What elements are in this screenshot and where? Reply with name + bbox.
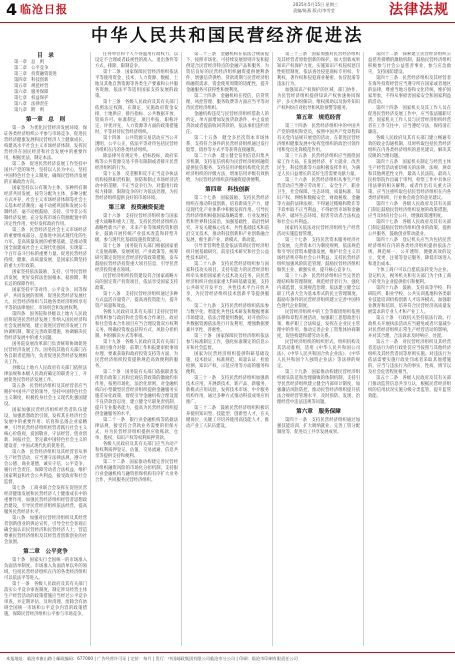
article-column-4 (277, 52, 360, 646)
column-divider (181, 52, 182, 646)
article-paragraph: 第七条 工商业联合会发挥在促进民营经济健康发展和民营经济人士健康成长中的重要作用，加强民营经济组织经营者思想政治建设，引导民营经济组织依法经营，提高服务民营经济水平。 (4, 486, 87, 515)
article-paragraph: 第十四条 公共资源交易活动应当公开透明、公平公正，依法平等对待包括民营经济组织在内的各类经济组织。 (95, 136, 178, 153)
article-paragraph: 第二十七条 国家鼓励、支持民营经济组织在推动科技创新、培育新质生产力、建设现代化产业体系中积极发挥作用。引导民营经济组织根据国家战略需要、行业发展趋势和世界科技前沿，加强基础性、前沿性研究，开发关键核心技术、共性基础技术和前沿交叉技术，推动科技创新和产业创新融合发展，催生新产业、新模式、新动能。 (186, 196, 269, 243)
article-paragraph: 第三十五条 民营经济组织应当围绕国家工作大局，在发展经济、扩大就业、改善民生、科技创新等方面积极发挥作用，为满足人民日益增长的美好生活需要贡献力量。 (277, 154, 360, 177)
article-paragraph: 国家机关依法对民营经济组织生产经营活动实施监督管理。 (277, 226, 360, 237)
toc-item: 第六章 服务保障 (14, 90, 49, 95)
article-paragraph: 第六条 民营经济组织及其经营者从事生产经营活动，应当遵守法律法规，遵守社会公德、商业道德，诚实守信、公平竞争，履行社会责任，保障劳动者合法权益，维护国家利益和社会公共利益，接受政府和社会监督。 (4, 450, 87, 485)
column-divider (90, 52, 91, 646)
article-paragraph: 第二十四条 金融机构在授信、信贷管理、风控管理、服务收费等方面应当平等对待民营经济组织。 (186, 94, 269, 111)
article-column-1 (4, 52, 87, 646)
article-paragraph: 第十六条 支持民营经济组织参与国家重大战略和重大工程。支持民营经济组织在战略性新兴产业、未来产业等领域投资和创业，鼓励开展传统产业技术改造和转型升级，参与现代化基础设施投资建设。 (95, 214, 178, 243)
toc-item: 第八章 法律责任 (14, 102, 49, 107)
article-paragraph: 加强知识产权保护的区域、部门协作，为民营经济组织提供知识产权快速协同保护、多元纠纷解决、维权援助以及海外知识产权纠纷应对指导和风险预警等服务。 (277, 88, 360, 111)
article-paragraph: 第二十条 国务院有关部门依据职责发挥货币政策工具和宏观信贷政策的激励约束作用，按照市场化、法治化原则，对金融机构向小型微型民营经济组织提供金融服务实施差异化政策，督促引导金融机构合理设置不良贷款容忍度、建立健全尽职免责机制、提升专业服务能力，提高为民营经济组织提供金融服务的水平。 (95, 370, 178, 417)
article-paragraph: 任何单位和个人不得滥用行政权力，以设定不合理或者歧视性的准入、退出条件等方式，排除、限制竞争。 (95, 52, 178, 69)
article-paragraph: 第三十六条 民营经济组织从事生产经营活动应当遵守劳动用工、安全生产、职业卫生、社会保障、生态环境、质量标准、知识产权、网络和数据安全、财政税收、金融等方面的法律法规；不得通过贿赂和欺诈等手段牟取不正当利益，不得妨害市场和金融秩序、破坏生态环境、损害劳动者合法权益和社会公共利益。 (277, 178, 360, 225)
toc-item: 第一章 总 则 (14, 60, 45, 65)
page-footer (0, 652, 455, 666)
toc-item: 第五章 规范经营 (14, 84, 49, 89)
article-paragraph: 第四十一条 支持民营经济组织通过加强技能培训、扩大吸纳就业、完善工资分配制度等，促进员工共享发展成果。 (277, 418, 360, 435)
issue-date: 2025年5月15日 星期三 (293, 2, 339, 7)
newspaper-name: 临沧日报 (20, 3, 68, 16)
toc-item: 第七章 权益保护 (14, 96, 49, 101)
article-paragraph: 第二十八条 支持民营经济组织参与国家科技攻关项目，支持有能力的民营经济组织牵头承担国家重大技术攻关任务，向民营经济组织开放国家重大科研基础设施，支持公共研究开发平台、共性技术平台开放共享，为民营经济组织技术创新平等提供服务。 (186, 262, 269, 303)
article-paragraph: 县级以上地方人民政府有关部门依照法律法规和本级人民政府确定的职责分工，开展促进民营经济发展工作。 (4, 366, 87, 383)
column-divider (363, 52, 364, 646)
article-paragraph: 第三十一条 支持民营经济组织加强新技术应用，开展新技术、新产品、新服务、新模式应用试验，发挥技术市场、中介服务机构作用，通过多种方式推动科技成果应用推广。 (186, 376, 269, 405)
article-paragraph: 国家坚持以公有制为主体、多种所有制经济共同发展，按劳分配为主体、多种分配方式并存，社会主义市场经济体制等社会主义基本经济制度；毫不动摇巩固和发展公有制经济，毫不动摇鼓励、支持、引导非公有制经济发展；充分发挥市场在资源配置中的决定性作用，更好发挥政府作用。 (4, 186, 87, 227)
article-paragraph: 民营经济组织中的工会等群团组织依照法律和章程开展活动，加强职工思想政治引领，维护职工合法权益，发挥在企业民主管理中的作用，推动完善企业工资集体协商制度，促进构建和谐劳动关系。 (277, 310, 360, 339)
chapter-heading: 第三章 投资融资促进 (108, 205, 165, 211)
article-paragraph: 国家为民营经济组织提供科研基础设施、技术验证、标准规范、质量认证、检验检测、知识产权、示范应用等方面的服务和便利。 (186, 352, 269, 375)
article-paragraph: 国家坚持平等对待、公平竞争、同等保护、共同发展的原则，促进民营经济发展壮大。民营经济组织与其他各类经济组织享有平等的法律地位、市场机会和发展权利。 (4, 288, 87, 311)
article-paragraph: 第十八条 支持民营经济组织通过多种方式盘活存量资产，提高再投资能力，提升资产质量和效益。 (95, 292, 178, 309)
toc-item: 第二章 公平竞争 (14, 66, 49, 71)
article-paragraph: 国家加强民营经济组织经营者队伍建设，加强思想政治引领，发挥其在经济社会发展中的重要作用；培育和弘扬企业家精神，引导民营经济组织经营者践行社会主义核心价值观，爱国敬业、守法经营、创业创新、回报社会，坚定做中国特色社会主义的建设者、中国式现代化的促进者。 (4, 408, 87, 449)
article-paragraph: 第二十五条 健全多层次资本市场体系，支持符合条件的民营经济组织通过发行股票、债券等方式平等获得直接融资。 (186, 136, 269, 153)
article-paragraph: 国家坚持依法鼓励、支持、引导民营经济发展，更好发挥法治固根本、稳预期、利长远的保障作用。 (4, 270, 87, 287)
article-paragraph: 第十三条 各级人民政府及其有关部门依照法定权限，在制定、实施政府资金安排、土地供应、排污指标、公共数据开放、资质许可、标准制定、项目申报、职称评定、评优评先、人力资源等方面的政策措施时，平等对待民营经济组织。 (95, 100, 178, 135)
page-header (0, 0, 455, 23)
article-paragraph: 第四十九条 鼓励、支持高等学校、科研院所、职业学校、公共实训基地和各类职业技能培训机构创新人才培养模式，加强职业教育和培训，培养符合民营经济高质量发展需求的专业人才和产业工人。 (368, 286, 451, 315)
article-paragraph: 引导非营利性基金依法资助民营经济组织开展基础研究、前沿技术研究和社会公益性技术研究。 (186, 244, 269, 261)
article-paragraph: 第三十二条 鼓励民营经济组织积极培养使用知识型、技能型、创新型人才，在关键岗位、关键工序培养使用高技能人才，推动产业工人队伍建设。 (186, 406, 269, 429)
article-paragraph: 第四十八条 登记机关应当为包括民营经济组织在内的各类经济组织提供依法合规、规范统一、公开透明、便捷高效的设立、变更、注销等登记服务，降低市场进入和退出成本。 (368, 238, 451, 267)
header-meta (293, 2, 379, 13)
article-paragraph: 各级人民政府及其有关部门支持民营经济组织参与政府和社会资本合作项目。政府和社会资本合作项目应当合理设置双方权利义务，明确投资收益获得方式、风险分担机制、纠纷解决方式等事项。 (95, 310, 178, 339)
article-paragraph: 第四十六条 各级人民政府及其有关部门制定鼓励民营经济组织发展的政策措施，应当及时向社会公开，增强政策透明度。 (368, 202, 451, 219)
article-column-2 (95, 52, 178, 646)
article-paragraph: 第二十二条 国家推动构建完善民营经济组织融资风险的市场化分担机制，支持银行业金融机构与融资担保机构有序扩大业务合作，共同服务民营经济组织。 (95, 460, 178, 483)
page-title: 中华人民共和国民营经济促进法 (91, 26, 364, 46)
article-column-5 (368, 52, 451, 646)
article-paragraph: 第五十二条 各级人民政府及其有关部门推动监管信息共享互认，根据民营经济组织的信用状况实施分级分类监管，提升监管效能。 (368, 376, 451, 399)
chapter-heading: 第四章 科技创新 (205, 187, 250, 193)
page-number: 4 (6, 0, 18, 19)
article-paragraph: 民营经济组织的组织形式、组织机构及其活动准则，适用《中华人民共和国公司法》、《中华人民共和国合伙企业法》、《中华人民共和国个人独资企业法》等法律的规定。 (277, 340, 360, 369)
article-paragraph: 金融机构违反与民营经济组织借款人的约定，单方面增加发放贷款条件、中止发放贷款或者提前收回贷款的，依法承担违约责任。 (186, 112, 269, 135)
chapter-heading: 第六章 服务保障 (296, 409, 341, 415)
article-column-3 (186, 52, 269, 646)
article-paragraph: 第一条 为优化民营经济发展环境，保证各类经济组织公平参与市场竞争，促进民营经济健康发展和民营经济人士健康成长，构建高水平社会主义市场经济体制，发挥民营经济在国民经济和社会发展中的重要作用，根据宪法，制定本法。 (4, 126, 87, 161)
chapter-heading: 第二章 公平竞争 (23, 549, 68, 555)
article-paragraph: 第四十四条 国家机关及其工作人员在促进民营经济发展工作中，应当依法履职尽责。国家机关工作人员与民营经济组织经营者在工作交往中，应当遵纪守法，保持清正廉洁。 (368, 106, 451, 135)
chapter-heading: 第五章 规范经营 (296, 115, 341, 121)
table-of-contents (4, 52, 87, 114)
toc-item: 第四章 科技创新 (14, 78, 49, 83)
article-paragraph: 第五十条 行政机关坚持依法行政。行政机关开展执法活动应当避免或者尽量减少对民营经济组织正常生产经营活动的影响，并对其合理、合法诉求及时响应、处置。 (368, 316, 451, 339)
article-paragraph: 第三十三条 国家加强对民营经济组织及其经营者原始创新的保护。加大创新成果知识产权保护力度，实施知识产权侵权惩罚性赔偿制度，依法查处侵犯商标专用权、专利权、著作权和侵犯商业秘密、仿冒混淆等违法行为。 (277, 52, 360, 87)
editor-credit: 责编/陈燕 版式/李雪莹 (293, 7, 335, 13)
article-paragraph: 民营经济组织投资建设符合国家战略方向的固定资产投资项目，依法享受国家支持政策。 (95, 274, 178, 291)
article-paragraph: 国务院发展改革部门负责统筹协调促进民营经济发展工作。国务院其他有关部门在各自职责范围内，负责促进民营经济发展相关工作。 (4, 342, 87, 365)
article-paragraph: 第四十五条 国家机关制定与经营主体生产经营活动密切相关的法律、法规、规章和其他规范性文件，最高人民法院、最高人民检察院作出属于审判、检察工作中具体应用法律的相关解释，或者作出有关重大决策，应当注重听取包括民营经济组织在内各类经济组织、行业协会商会的意见建议。 (368, 160, 451, 201)
toc-item: 第九章 附 则 (14, 108, 45, 113)
article-paragraph: 第四十三条 民营经济组织及其经营者在海外投资经营应当遵守所在国家或者地区的法律，尊重当地习俗和文化传统，维护国家形象，不得从事损害国家安全和国家利益的活动。 (368, 76, 451, 105)
article-paragraph: 第四十二条 探索建立民营经济组织公益慈善捐赠的激励机制，鼓励民营经济组织积极参与社会公益慈善事业，参与应急救灾，支持国防建设。 (368, 52, 451, 75)
chapter-heading: 第一章 总 则 (25, 117, 66, 123)
article-paragraph: 个体工商户可以自愿依法转变为企业。登记机关、税务机关和有关部门为个体工商户转变为企业提供指引和便利。 (368, 268, 451, 285)
article-paragraph: 第四条 国务院和县级以上地方人民政府将促进民营经济发展工作纳入国民经济和社会发展规划，建立促进民营经济发展工作协调机制，制定完善政策措施，协调解决民营经济发展中的重大问题。 (4, 312, 87, 341)
article-paragraph: 第三十九条 国家推动构建民营经济组织源头防范和治理腐败的体制机制，支持引导民营经济组织建立健全内部审计制度，加强廉洁风险防控，推动民营经济组织提升依法合规经营管理水平，及时预防、发现、治理经营中违法违规等问题。 (277, 370, 360, 405)
toc-item: 第三章 投资融资促进 (14, 72, 57, 77)
article-paragraph: 第三十七条 支持民营资本服务经济社会发展，完善资本行为制度规则，依法规范和引导民营资本健康发展，维护社会主义市场经济秩序和社会公共利益。支持民营经济组织加强风险防范管理，鼓励民营经济组织做优主业、做强实业，提升核心竞争力。 (277, 238, 360, 273)
article-paragraph: 各级人民政府及其有关部门应当为动产和权利质押登记、估值、交易流通、信息共享等提供支持和便利。 (95, 442, 178, 459)
article-paragraph: 各级人民政府及其有关部门建立畅通有效的政企沟通机制，及时听取包括民营经济组织在内各类经济组织的意见建议，解决其反映的合理问题。 (368, 136, 451, 159)
article-paragraph: 第十七条 国务院有关部门根据国家重大发展战略、发展规划、产业政策等，统筹研究制定促进民营经济投资政策措施，发布鼓励民营经济投资重大项目信息，引导民营经济投资重点领域。 (95, 244, 178, 273)
article-paragraph: 第二条 促进民营经济发展工作坚持中国共产党的领导，坚持以人民为中心，坚持中国特色社会主义制度，确保民营经济发展的正确政治方向。 (4, 162, 87, 185)
article-paragraph: 第三十八条 民营经济组织应当完善治理结构和管理制度、规范经营者行为、强化内部监督，实现规范治理；依法建立健全以职工代表大会为基本形式的民主管理制度。鼓励有条件的民营经济组织建立完善中国特色现代企业制度。 (277, 274, 360, 309)
article-paragraph: 第二十六条 建立健全信用信息归集共享机制，支持征信机构为民营经济组织融资提供征信服务，支持信用评级机构优化民营经济组织的评级方法，增加信用评级有效供给，为民营经济组织获得融资提供便利。 (186, 154, 269, 183)
article-paragraph: 第三条 民营经济是社会主义市场经济的重要组成部分，是推进中国式现代化的生力军，是高质量发展的重要基础，是推动我国全面建成社会主义现代化强国、实现第二个百年奋斗目标的重要力量。促进民营经济持续、健康、高质量发展，是国家长期坚持的重大方针政策。 (4, 228, 87, 269)
column-divider (272, 52, 273, 646)
article-paragraph: 第五十一条 对民营经济组织及其经营者违法行为的行政处罚应当按照与其他经济组织及其经营者同等原则实施。对违法行为依法需要实施行政处罚或者采取其他措施的，应当与违法行为的事实、性质、情节以及社会危害程度相当。 (368, 340, 451, 375)
article-paragraph: 第八条 加强对民营经济组织及其经营者创新创业的舆论宣传，引导全社会客观正确全面认识民营经济和民营经济人士，营造尊重民营经济组织及其经营者创新创业的社会氛围。 (4, 516, 87, 545)
article-paragraph: 除法律另有规定外，招标投标、政府采购等公共资源交易不得有限制或者排斥民营经济组织的行为。 (95, 154, 178, 171)
article-paragraph: 第二十一条 银行业金融机构等依据法律法规，接受符合贷款业务需要的担保方式，并为民营经济组织提供应收账款、仓单、股权、知识产权等权利质押贷款。 (95, 418, 178, 441)
article-paragraph: 第四十七条 各级人民政府及其有关部门制定鼓励民营经济组织创业的政策，提供公共服务，鼓励创业带动就业。 (368, 220, 451, 237)
section-name: 法律法规 (389, 2, 449, 18)
article-paragraph: 第十条 国家实行全国统一的市场准入负面清单制度。市场准入负面清单以外的领域，包括民营经济组织在内的各类经济组织可以依法平等进入。 (4, 558, 87, 581)
article-paragraph: 第十九条 各级人民政府及其有关部门在项目推介对接、前期工作和报建审批事项办理、要素获取和政府投资支持等方面，为民营经济组织投资提供规范高效便利的服务。 (95, 340, 178, 369)
article-paragraph: 第五条 民营经济组织及其经营者应当拥护中国共产党的领导，坚持中国特色社会主义制度，积极投身社会主义现代化强国建设。 (4, 384, 87, 407)
article-paragraph: 第三十四条 民营经济组织中的中国共产党的组织和党员，按照中国共产党章程和有关党内法规开展党的活动，在促进民营经济组织健康发展中发挥党组织的政治引领作用和党员先锋模范作用。 (277, 124, 360, 153)
article-paragraph: 第十一条 各级人民政府及其有关部门落实公平竞争审查制度，制定涉及经营主体生产经营活动的政策措施应当经过公平竞争审查，并定期评估、及时清理、废除含有妨碍全国统一市场和公平竞争内容的政策措施，保障民营经济组织公平参与市场竞争。 (4, 582, 87, 617)
footer-publication-info: 本报地址：临沧市旗山路 | 邮政编码：677000 | 广告经营许可证 | 定价：每月 | 发行：中国邮政集团有限公司临沧市分公司 | 印刷：临沧市印刷有限责任公司 (6, 656, 298, 661)
article-paragraph: 第二十九条 支持民营经济组织依法参与数字化、智能化共性技术研发和数据要素市场建设，依法合理使用数据，对开放的公共数据资源依法进行开发利用，增强数据要素共享性、普惠性。 (186, 304, 269, 333)
toc-title: 目 录 (37, 53, 54, 59)
article-paragraph: 第十五条 反垄断和反不正当竞争执法机构按照职责权限，预防和制止市场经济活动中的垄断、不正当竞争行为，对滥用行政权力排除、限制竞争的行为依法处理，为民营经济组织提供良好的市场环境。 (95, 172, 178, 201)
article-paragraph: 第二十三条 金融机构在依法合规前提下，按照市场化、可持续发展原则开发和提供适合民营经济特点的金融产品和服务，为资信良好的民营经济组织融资提供便利条件，增强信贷供给、贷款周期与民营经济组织融资需求、资金使用周期的适配性，提升金融服务可获得性和便利度。 (186, 52, 269, 93)
article-paragraph: 第十二条 国家保障民营经济组织依法平等使用资金、技术、人力资源、数据、土地及其他自然资源等各类生产要素和公共服务资源，依法平等适用国家支持发展的政策。 (95, 70, 178, 99)
article-paragraph: 第三十条 国家保障民营经济组织依法参与标准制定工作，强化标准制定的信息公开和社会监督。 (186, 334, 269, 351)
